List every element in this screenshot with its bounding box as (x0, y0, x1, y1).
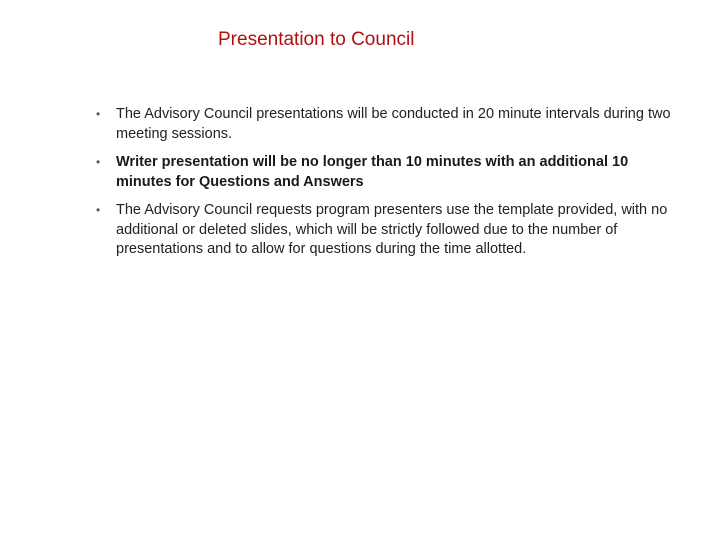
bullet-list (96, 105, 676, 269)
bullet-text: The Advisory Council requests program presenters use the template provided, with no additional or deleted slides, which will be strictly followed due to the number of presentations and to allow for questions during the time allotted. (116, 202, 668, 257)
slide-title: Presentation to Council (218, 29, 415, 50)
bullet-item-intervals (96, 105, 676, 144)
bullet-marker-icon: • (96, 107, 101, 121)
bullet-item-template (96, 201, 676, 260)
bullet-text: The Advisory Council presentations will be conducted in 20 minute intervals during two meeting sessions. (116, 106, 671, 142)
bullet-text: Writer presentation will be no longer than 10 minutes with an additional 10 minutes for Questions and Answers (116, 154, 629, 190)
bullet-marker-icon: • (96, 155, 101, 169)
bullet-item-writer-presentation (96, 153, 676, 192)
bullet-marker-icon: • (96, 203, 101, 217)
